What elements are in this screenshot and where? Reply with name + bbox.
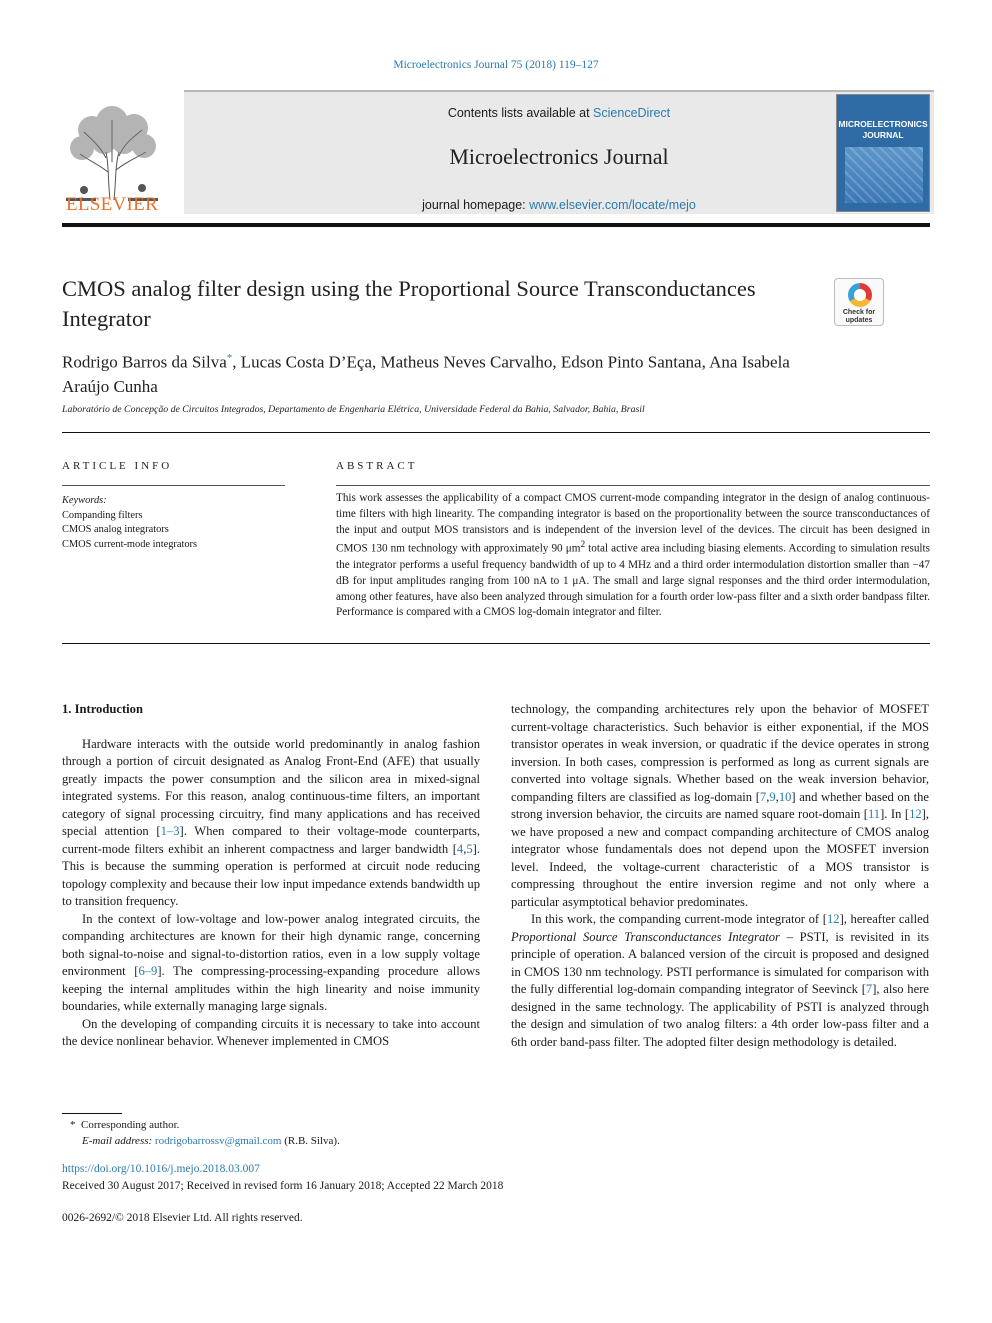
cover-title-line1: MICROELECTRONICS <box>838 119 928 129</box>
cover-artwork <box>845 147 923 203</box>
article-info-divider <box>62 485 285 486</box>
copyright-line: 0026-2692/© 2018 Elsevier Ltd. All rights reserved. <box>62 1212 303 1224</box>
journal-citation[interactable] <box>0 59 992 71</box>
paragraph: Hardware interacts with the outside world predominantly in analog fashion through a portion of circuit designated as Analog Front-End (AFE) that usually greatly impacts the power consumption and the silicon area in mixed-signal integrated systems. For this reason, analog continuous-time filters, an important category of signal processing circuitry, find many applications and has received special attention [1–3]. When compared to their voltage-mode counterparts, current-mode filters exhibit an inherent compactness and larger bandwidth [4,5]. This is because the summing operation is performed at circuit node reducing topology complexity and because their low input impedance extends bandwidth up to transition frequency. <box>62 736 480 908</box>
text-run: – PSTI, is revisited in its principle of operation. A balanced version of the circuit is proposed and designed in CMOS 130 nm technology. PSTI performance is simulated for comparison with the fully differential log-domain companding integrator of Seevinck [ <box>511 929 929 996</box>
crossmark-label-line1: Check for <box>842 309 876 316</box>
email-owner: (R.B. Silva). <box>281 1135 340 1147</box>
abstract-part1: This work assesses the applicability of a compact CMOS current-mode companding integrator in the design of analog continuous-time filters with high linearity. The companding integrator is based on the proportionality between the source transconductances of the input and output MOS transistors and is independent of the inversion level of the devices. The circuit has been designed in CMOS 130 nm technology with approximately 90 μm <box>336 492 930 556</box>
homepage-prefix: journal homepage: <box>422 198 530 212</box>
paragraph: technology, the companding architectures rely upon the behavior of MOSFET current-voltage characteristics. Such behavior is either exponential, if the MOS transistor operates in weak inversion, or quadratic if the device operates in strong inversion. In both cases, compression is performed as long as current signals are converted into voltage signals. Whether based on the weak inversion behavior, companding filters are classified as log-domain [7,9,10] and whether based on the strong inversion behavior, the circuits are named square root-domain [11]. In [12], we have proposed a new and compact companding architecture of CMOS analog integrator whose fundamentals does not depend upon the MOSFET inversion level. Indeed, the voltage-current characteristic of a MOS transistor is compressing throughout the entire inversion regime and not only where a particular asymptotical behavior predominates. <box>511 702 930 909</box>
journal-cover-thumbnail[interactable] <box>836 94 930 212</box>
citation-link[interactable]: 6–9 <box>138 964 158 978</box>
author-name: Rodrigo Barros da Silva <box>62 352 227 372</box>
abstract-bottom-divider <box>62 643 930 644</box>
citation-link[interactable]: 4 <box>456 841 464 856</box>
text-run: In the context of low-voltage and low-power analog integrated circuits, the companding architectures are known for their high dynamic range, concerning both signal-to-noise and signal-to-distortion ratios, even in a low supply voltage environment [ <box>62 911 480 978</box>
contents-line <box>184 106 934 120</box>
homepage-line <box>184 198 934 212</box>
body-column-right <box>511 701 929 1051</box>
text-run: ], also here designed in the same technology. The applicability of PSTI is analyzed through the design and simulation of two analog filters: a 4th order low-pass filter and a 6th order band-pass filter. The adopted filter design methodology is detailed. <box>511 982 929 1049</box>
email-note <box>62 1134 930 1149</box>
article-info-heading: ARTICLE INFO <box>62 460 173 472</box>
keyword: CMOS analog integrators <box>62 524 169 535</box>
doi-link[interactable]: https://doi.org/10.1016/j.mejo.2018.03.007 <box>62 1163 260 1175</box>
text-run: ]. The compressing-processing-expanding procedure allows keeping the internal amplitudes within the high linearity and noise immunity boundaries, while externally managing large signals. <box>62 964 480 1013</box>
email-link[interactable]: rodrigobarrossv@gmail.com <box>154 1135 282 1147</box>
affiliation-divider <box>62 432 930 433</box>
text-run: ]. This is because the summing operation is performed at circuit node reducing topology complexity and because their low input impedance extends bandwidth up to transition frequency. <box>62 841 480 908</box>
keyword: Companding filters <box>62 509 143 521</box>
abstract-part2: total active area including biasing elements. According to simulation results the integrator performs a useful frequency bandwidth of up to 4 MHz and a third order intermodulation distortion smaller than −47 dB for input amplitudes ranging from 100 nA to 1 μA. The small and large signal responses and the third order intermodulation, among other features, have also been analyzed through simulation for a fourth order low-pass filter and a sixth order bandpass filter. Performance is compared with a CMOS log-domain integrator and filter. <box>336 543 930 619</box>
crossmark-label <box>835 309 883 325</box>
check-for-updates-button[interactable] <box>834 278 884 326</box>
paragraph <box>62 911 480 1016</box>
crossmark-icon <box>848 283 872 307</box>
keyword: CMOS current-mode integrators <box>62 538 198 550</box>
text-run: In this work, the companding current-mode integrator of [ <box>531 912 827 926</box>
cover-title <box>837 119 929 141</box>
citation-link[interactable]: 1–3 <box>160 824 180 838</box>
citation-link[interactable]: 7 <box>865 982 873 996</box>
paragraph <box>511 911 929 1051</box>
header-divider <box>62 223 930 227</box>
journal-homepage-link[interactable]: www.elsevier.com/locate/mejo <box>529 198 696 212</box>
corresponding-author-mark[interactable]: * <box>226 352 233 364</box>
text-run: ]. When compared to their voltage-mode counterparts, current-mode filters exhibit an inherent compactness and larger bandwidth [ <box>62 824 480 856</box>
text-run: ] and whether based on the strong inversion behavior, the circuits are named square root-domain [ <box>511 789 929 821</box>
abstract-text <box>336 491 930 621</box>
elsevier-logo-text: ELSEVIER <box>65 194 159 215</box>
received-dates: Received 30 August 2017; Received in revised form 16 January 2018; Accepted 22 March 2018 <box>62 1180 504 1192</box>
sciencedirect-link[interactable]: ScienceDirect <box>593 106 671 120</box>
author-list <box>62 346 822 399</box>
journal-name: Microelectronics Journal <box>449 144 669 169</box>
text-run: ], hereafter called <box>839 912 929 926</box>
footnote-divider <box>62 1113 122 1114</box>
body-column-left <box>62 701 480 1051</box>
citation-link[interactable]: 7 <box>759 789 767 804</box>
keywords-label: Keywords: <box>62 495 107 506</box>
abstract-heading: ABSTRACT <box>336 460 418 472</box>
section-title: 1. Introduction <box>62 702 143 716</box>
abstract-divider <box>336 485 930 486</box>
text-run: ]. In [ <box>880 807 910 821</box>
text-run: ], we have proposed a new and compact companding architecture of CMOS analog integrator whose fundamentals does not depend upon the MOSFET inversion level. Indeed, the voltage-current characteristic of a MOS transistor is compressing throughout the entire inversion regime and not only where a particular asymptotical behavior predominates. <box>511 807 930 909</box>
text-run: Hardware interacts with the outside world predominantly in analog fashion through a portion of circuit designated as Analog Front-End (AFE) that usually greatly impacts the power consumption and the silicon area in mixed-signal integrated systems. For this reason, analog continuous-time filters, an important category of signal processing circuitry, find many applications and has received special attention [ <box>62 736 480 838</box>
italic-term: Proportional Source Transconductances Integrator <box>511 929 780 944</box>
crossmark-label-line2: updates <box>845 317 873 324</box>
journal-header <box>62 90 930 214</box>
paragraph: On the developing of companding circuits it is necessary to take into account the device nonlinear behavior. Whenever implemented in CMOS <box>62 1016 480 1048</box>
author-names-rest: , Lucas Costa D’Eça, Matheus Neves Carvalho, Edson Pinto Santana, Ana Isabela Araújo Cunha <box>62 352 790 396</box>
corresponding-author-note <box>62 1118 930 1133</box>
footnote-mark: * <box>70 1119 76 1131</box>
citation-link[interactable]: 5 <box>466 841 473 856</box>
abstract-superscript: 2 <box>580 540 586 551</box>
cover-title-line2: JOURNAL <box>862 130 904 140</box>
article-title: CMOS analog filter design using the Proportional Source Transconductances Integrator <box>62 276 756 331</box>
citation-link[interactable]: 11 <box>867 807 881 821</box>
doi-line[interactable] <box>62 1162 930 1177</box>
citation-link[interactable]: 12 <box>909 807 922 821</box>
citation-link[interactable]: 10 <box>778 789 792 804</box>
footnote-text: Corresponding author. <box>81 1119 180 1131</box>
email-label: E-mail address: <box>82 1135 153 1147</box>
contents-prefix: Contents lists available at <box>447 106 594 120</box>
citation-link[interactable]: 9 <box>769 789 776 804</box>
citation-link[interactable]: Microelectronics Journal 75 (2018) 119–127 <box>393 59 599 71</box>
text-run: technology, the companding architectures rely upon the behavior of MOSFET current-voltage characteristics. Such behavior is either exponential, if the MOS transistor operates in weak inversion, or quadratic if the device operates in strong inversion. In both cases, compression is performed as long as current signals are converted into voltage signals. Whether based on the weak inversion behavior, companding filters are classified as log-domain [ <box>511 702 929 804</box>
keywords-block <box>62 494 285 552</box>
affiliation: Laboratório de Concepção de Circuitos Integrados, Departamento de Engenharia Elétrica, Universidade Federal da Bahia, Salvador, Bahia, Brasil <box>62 404 645 415</box>
citation-link[interactable]: 12 <box>826 912 840 926</box>
journal-banner <box>184 90 934 214</box>
